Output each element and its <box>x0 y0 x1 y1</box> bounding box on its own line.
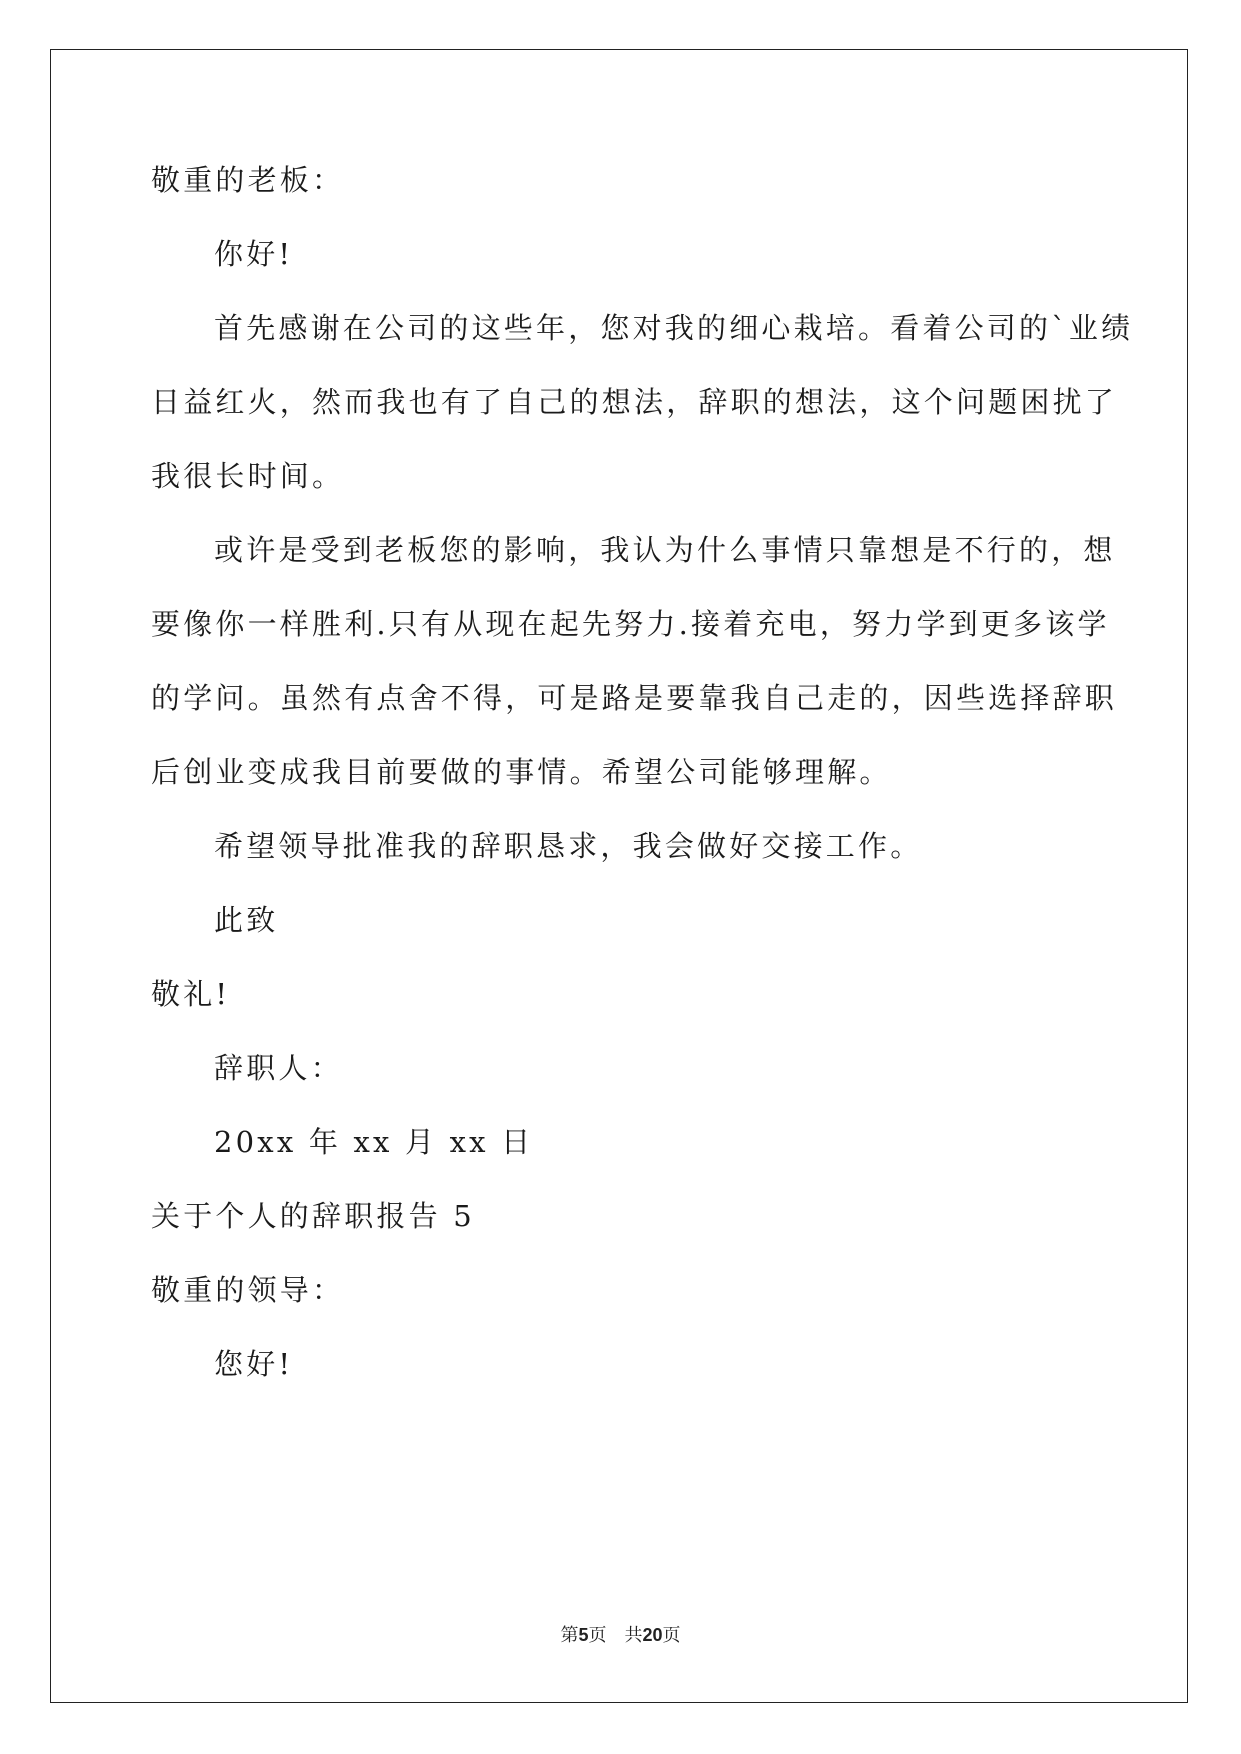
paragraph-2-line-3: 的学问。虽然有点舍不得，可是路是要靠我自己走的，因些选择辞职 <box>151 681 1118 715</box>
footer-page-unit: 页 <box>588 1625 607 1646</box>
section-greeting: 您好! <box>214 1347 294 1381</box>
paragraph-1-line-3: 我很长时间。 <box>151 459 345 493</box>
paragraph-2-line-4: 后创业变成我目前要做的事情。希望公司能够理解。 <box>151 755 892 789</box>
section-title: 关于个人的辞职报告 5 <box>151 1199 475 1233</box>
paragraph-2-line-2: 要像你一样胜利.只有从现在起先努力.接着充电，努力学到更多该学 <box>151 607 1110 641</box>
footer-total-unit: 页 <box>662 1625 681 1646</box>
closing-line-2: 敬礼! <box>151 977 231 1011</box>
page-footer <box>0 1621 1241 1647</box>
date-line: 20xx 年 xx 月 xx 日 <box>214 1125 534 1159</box>
page-border <box>50 49 1188 1703</box>
salutation: 敬重的老板： <box>151 163 345 197</box>
closing-line-1: 此致 <box>214 903 279 937</box>
footer-page-number: 5 <box>578 1625 589 1645</box>
section-salutation: 敬重的领导： <box>151 1273 345 1307</box>
signer-label: 辞职人： <box>214 1051 343 1085</box>
paragraph-3: 希望领导批准我的辞职恳求，我会做好交接工作。 <box>214 829 923 863</box>
footer-total-pages: 20 <box>642 1625 663 1645</box>
greeting: 你好! <box>214 237 294 271</box>
footer-total-prefix: 共 <box>624 1625 643 1646</box>
paragraph-1-line-1: 首先感谢在公司的这些年，您对我的细心栽培。看着公司的`业绩 <box>214 311 1134 345</box>
paragraph-1-line-2: 日益红火，然而我也有了自己的想法，辞职的想法，这个问题困扰了 <box>151 385 1118 419</box>
paragraph-2-line-1: 或许是受到老板您的影响，我认为什么事情只靠想是不行的，想 <box>214 533 1116 567</box>
footer-prefix: 第 <box>560 1625 579 1646</box>
